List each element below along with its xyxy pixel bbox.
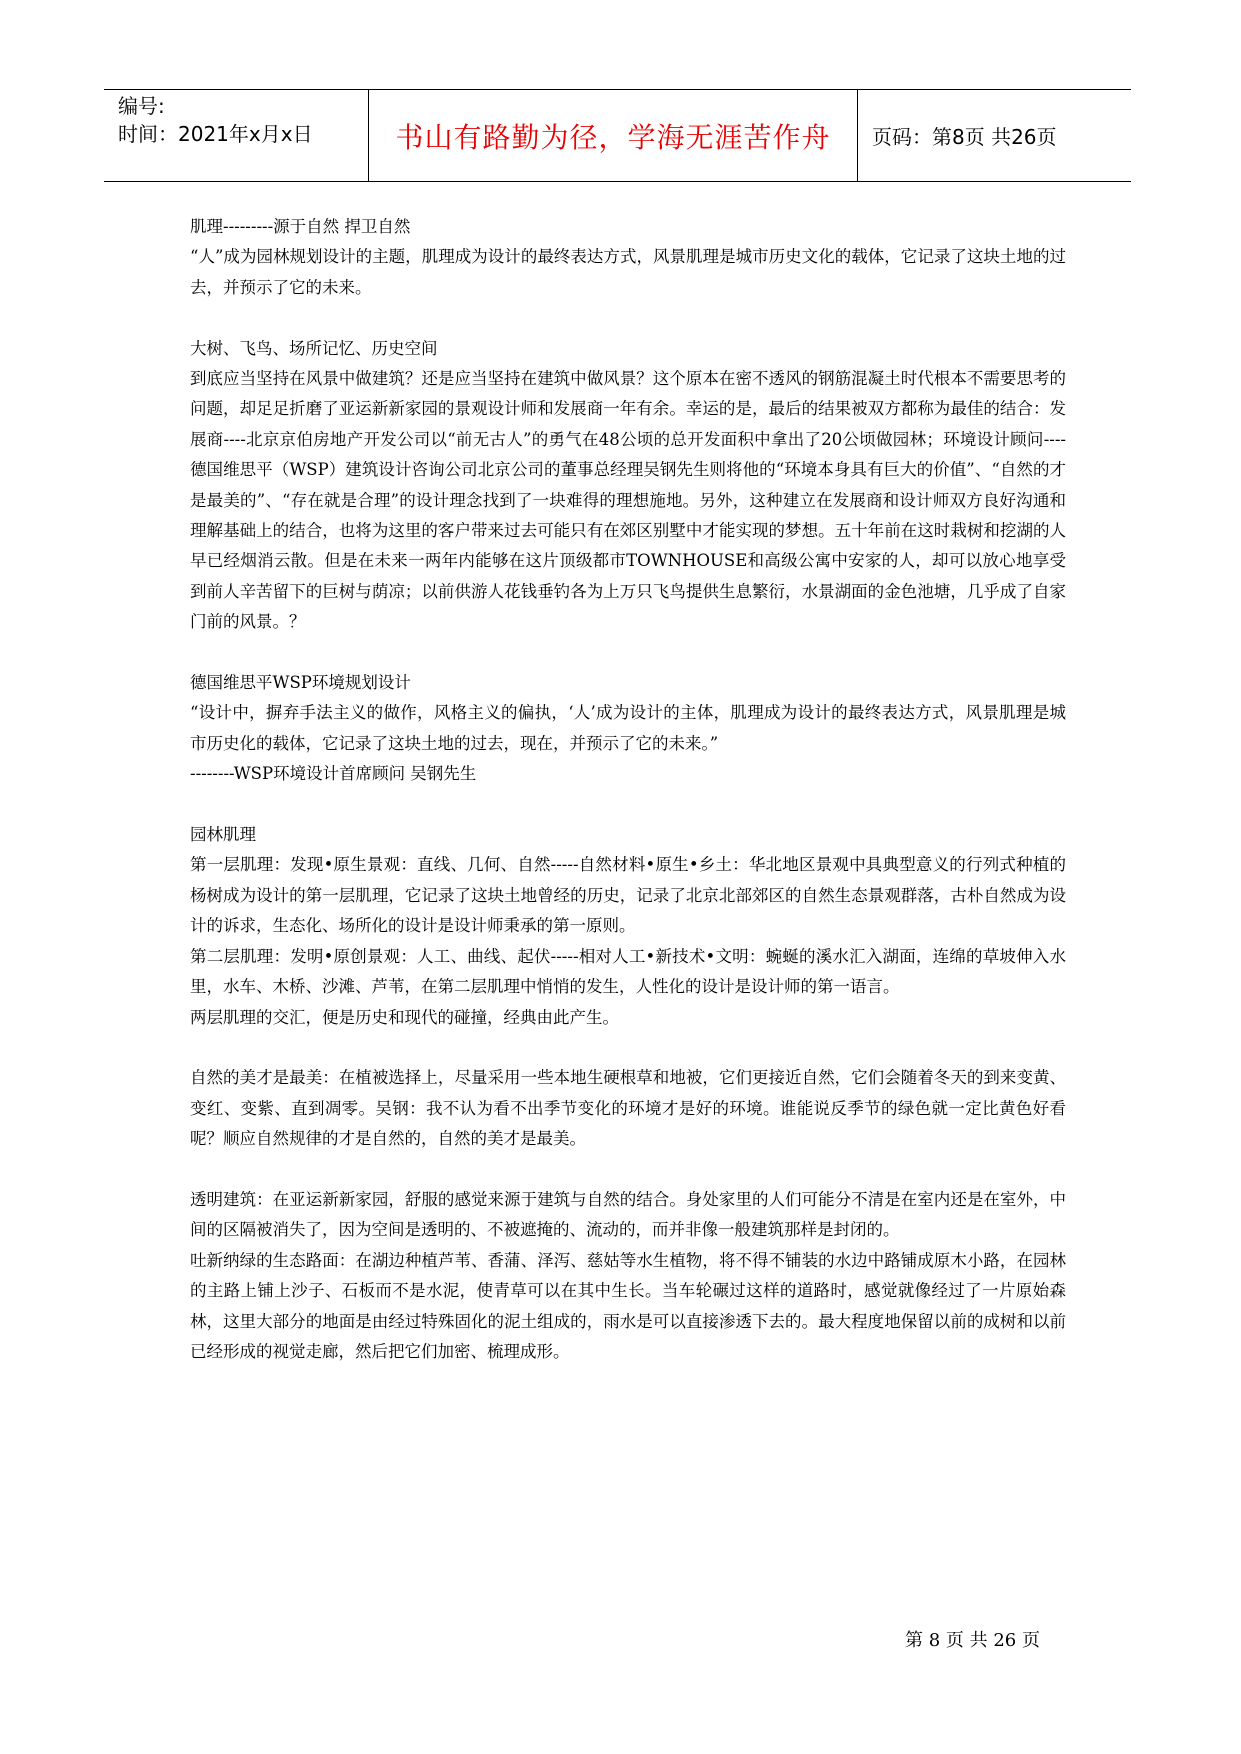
paragraph-gap <box>190 638 1066 668</box>
time-label: 时间：2021年x月x日 <box>118 122 313 146</box>
header-page-label: 页码：第8页 共26页 <box>872 125 1057 149</box>
paragraph-gap <box>190 1033 1066 1063</box>
paragraph-gap <box>190 790 1066 820</box>
header-motto-cell <box>369 90 858 181</box>
number-label: 编号: <box>118 94 165 118</box>
paragraph: 第一层肌理：发现•原生景观：直线、几何、自然-----自然材料•原生•乡土：华北地区景观中具典型意义的行列式种植的杨树成为设计的第一层肌理，它记录了这块土地曾经的历史，记录了北京北部郊区的自然生态景观群落，古朴自然成为设计的诉求，生态化、场所化的设计是设计师秉承的第一原则。 <box>190 855 1066 936</box>
paragraph: “人”成为园林规划设计的主题，肌理成为设计的最终表达方式，风景肌理是城市历史文化的载体，它记录了这块土地的过去，并预示了它的未来。 <box>190 247 1066 297</box>
section-title: 大树、飞鸟、场所记忆、历史空间 <box>190 338 438 358</box>
section-title: 德国维思平WSP环境规划设计 <box>190 673 411 693</box>
paragraph: 第二层肌理：发明•原创景观：人工、曲线、起伏-----相对人工•新技术•文明：蜿蜒的溪水汇入湖面，连绵的草坡伸入水里，水车、木桥、沙滩、芦苇，在第二层肌理中悄悄的发生，人性化的设计是设计师的第一语言。 <box>190 946 1066 997</box>
header-page-cell <box>858 90 1131 181</box>
motto-text: 书山有路勤为径，学海无涯苦作舟 <box>395 120 831 154</box>
paragraph: 自然的美才是最美：在植被选择上，尽量采用一些本地生硬根草和地被，它们更接近自然，它们会随着冬天的到来变黄、变红、变紫、直到凋零。吴钢：我不认为看不出季节变化的环境才是好的环境。谁能说反季节的绿色就一定比黄色好看呢？顺应自然规律的才是自然的，自然的美才是最美。 <box>190 1068 1066 1149</box>
quote-attribution: --------WSP环境设计首席顾问 吴钢先生 <box>190 764 477 784</box>
quote-paragraph: “设计中，摒弃手法主义的做作，风格主义的偏执，‘人’成为设计的主体，肌理成为设计的最终表达方式，风景肌理是城市历史化的载体，它记录了这块土地的过去，现在，并预示了它的未来。” <box>190 703 1066 753</box>
section-title: 肌理---------源于自然 捍卫自然 <box>190 217 411 236</box>
paragraph: 到底应当坚持在风景中做建筑？还是应当坚持在建筑中做风景？这个原本在密不透风的钢筋混凝土时代根本不需要思考的问题，却足足折磨了亚运新新家园的景观设计师和发展商一年有余。幸运的是，最后的结果被双方都称为最佳的结合：发展商----北京京伯房地产开发公司以“前无古人”的勇气在48公顷的总开发面积中拿出了20公顷做园林；环境设计顾问----德国维思平（WSP）建筑设计咨询公司北京公司的董事总经理吴钢先生则将他的“环境本身具有巨大的价值”、“自然的才是最美的”、“存在就是合理”的设计理念找到了一块难得的理想施地。另外，这种建立在发展商和设计师双方良好沟通和理解基础上的结合，也将为这里的客户带来过去可能只有在郊区别墅中才能实现的梦想。五十年前在这时栽树和挖湖的人早已经烟消云散。但是在未来一两年内能够在这片顶级都市TOWNHOUSE和高级公寓中安家的人，却可以放心地享受到前人辛苦留下的巨树与荫凉；以前供游人花钱垂钓各为上万只飞鸟提供生息繁衍，水景湖面的金色池塘，几乎成了自家门前的风景。？ <box>190 369 1066 632</box>
paragraph-gap <box>190 1155 1066 1185</box>
paragraph: 两层肌理的交汇，便是历史和现代的碰撞，经典由此产生。 <box>190 1007 619 1027</box>
section-title: 园林肌理 <box>190 825 256 845</box>
document-body <box>190 212 1066 1367</box>
page-footer: 第 8 页 共 26 页 <box>905 1630 1040 1651</box>
paragraph: 吐新纳绿的生态路面：在湖边种植芦苇、香蒲、泽泻、慈姑等水生植物，将不得不铺装的水边中路铺成原木小路，在园林的主路上铺上沙子、石板而不是水泥，使青草可以在其中生长。当车轮碾过这样的道路时，感觉就像经过了一片原始森林，这里大部分的地面是由经过特殊固化的泥土组成的，雨水是可以直接渗透下去的。最大程度地保留以前的成树和以前已经形成的视觉走廊，然后把它们加密、梳理成形。 <box>190 1250 1066 1361</box>
paragraph: 透明建筑：在亚运新新家园，舒服的感觉来源于建筑与自然的结合。身处家里的人们可能分不清是在室内还是在室外，中间的区隔被消失了，因为空间是透明的、不被遮掩的、流动的，而并非像一般建筑那样是封闭的。 <box>190 1189 1066 1240</box>
paragraph-gap <box>190 303 1066 333</box>
page-header <box>104 89 1131 182</box>
header-left-cell <box>104 90 369 181</box>
